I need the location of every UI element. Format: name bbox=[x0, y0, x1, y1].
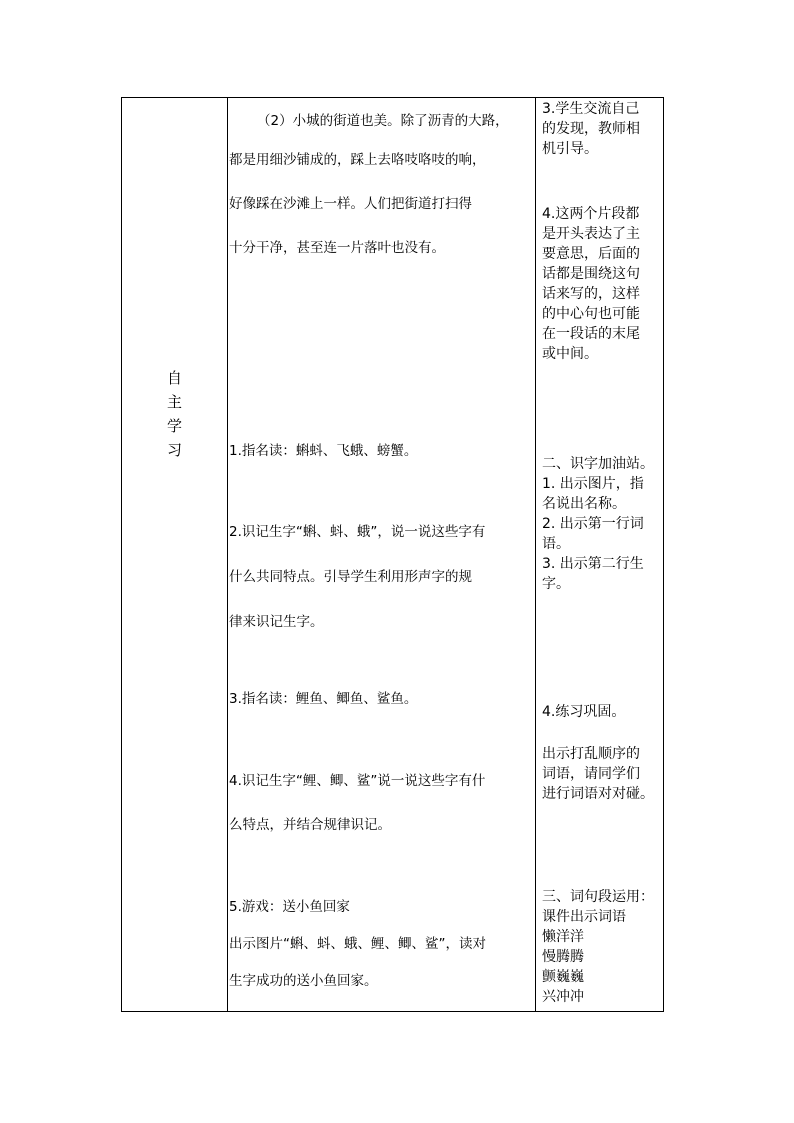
text-line: 4.这两个片段都 bbox=[542, 206, 640, 222]
text-line: 是开头表达了主 bbox=[542, 226, 640, 242]
lesson-plan-table bbox=[121, 97, 664, 1012]
note-block bbox=[542, 204, 664, 364]
text-line: 好像踩在沙滩上一样。人们把街道打扫得 bbox=[229, 196, 472, 212]
activity-read-fish-block bbox=[229, 689, 531, 709]
activity-recognize-block bbox=[229, 522, 531, 632]
text-line: 4.识记生字“鲤、鲫、鲨”说一说这些字有什 bbox=[229, 773, 486, 789]
text-line: 1.指名读：蝌蚪、飞蛾、螃蟹。 bbox=[229, 443, 418, 459]
section-label-char: 主 bbox=[166, 393, 182, 411]
text-line: 课件出示词语 bbox=[542, 909, 626, 925]
activity-read-block bbox=[229, 441, 531, 461]
text-line: 1. 出示图片，指 bbox=[542, 476, 644, 492]
note-block bbox=[542, 887, 664, 1007]
text-line: 么特点，并结合规律识记。 bbox=[229, 817, 391, 833]
text-line: 慢腾腾 bbox=[542, 949, 584, 965]
game-block bbox=[229, 897, 531, 991]
text-line: 颤巍巍 bbox=[542, 969, 584, 985]
text-line: 词语，请同学们 bbox=[542, 766, 640, 782]
passage-example-block bbox=[229, 104, 531, 270]
text-line: 话来写的，这样 bbox=[542, 286, 640, 302]
text-line: 生字成功的送小鱼回家。 bbox=[229, 973, 378, 989]
text-line: 的发现，教师相 bbox=[542, 121, 640, 137]
activity-recognize-fish-block bbox=[229, 771, 531, 835]
text-line: 什么共同特点。引导学生利用形声字的规 bbox=[229, 569, 472, 585]
text-line: 都是用细沙铺成的，踩上去咯吱咯吱的响， bbox=[229, 152, 486, 168]
text-line: 要意思，后面的 bbox=[542, 246, 640, 262]
note-block bbox=[542, 744, 664, 804]
text-line: 3.指名读：鲤鱼、鲫鱼、鲨鱼。 bbox=[229, 691, 418, 707]
text-line: 律来识记生字。 bbox=[229, 614, 324, 630]
section-label-char: 习 bbox=[166, 441, 182, 459]
text-line: 兴冲冲 bbox=[542, 989, 584, 1005]
note-block bbox=[542, 454, 664, 594]
text-line: 十分干净，甚至连一片落叶也没有。 bbox=[229, 240, 445, 256]
text-line: 字。 bbox=[542, 576, 570, 592]
text-line: 2. 出示第一行词 bbox=[542, 516, 644, 532]
text-line: 在一段话的末尾 bbox=[542, 326, 640, 342]
text-line: 三、词句段运用： bbox=[542, 889, 654, 905]
text-line: 机引导。 bbox=[542, 141, 598, 157]
text-line: 进行词语对对碰。 bbox=[542, 786, 654, 802]
note-block bbox=[542, 99, 664, 159]
text-line: 懒洋洋 bbox=[542, 929, 584, 945]
text-line: 出示打乱顺序的 bbox=[542, 746, 640, 762]
text-line: 3. 出示第二行生 bbox=[542, 556, 644, 572]
text-line: 话都是围绕这句 bbox=[542, 266, 640, 282]
note-block bbox=[542, 702, 664, 722]
text-line: 的中心句也可能 bbox=[542, 306, 640, 322]
section-label bbox=[122, 366, 227, 462]
column-divider bbox=[535, 98, 536, 1011]
text-line: 语。 bbox=[542, 536, 570, 552]
text-line: 名说出名称。 bbox=[542, 496, 626, 512]
text-line: 5.游戏：送小鱼回家 bbox=[229, 899, 350, 915]
column-divider bbox=[227, 98, 228, 1011]
section-label-char: 自 bbox=[166, 369, 182, 387]
text-line: 3.学生交流自己 bbox=[542, 101, 640, 117]
text-line: （2）小城的街道也美。除了沥青的大路， bbox=[257, 113, 509, 129]
text-line: 或中间。 bbox=[542, 346, 598, 362]
text-line: 4.练习巩固。 bbox=[542, 704, 626, 720]
text-line: 出示图片“蝌、蚪、蛾、鲤、鲫、鲨”，读对 bbox=[229, 936, 486, 952]
text-line: 二、识字加油站。 bbox=[542, 456, 654, 472]
section-label-char: 学 bbox=[166, 417, 182, 435]
text-line: 2.识记生字“蝌、蚪、蛾”，说一说这些字有 bbox=[229, 524, 486, 540]
